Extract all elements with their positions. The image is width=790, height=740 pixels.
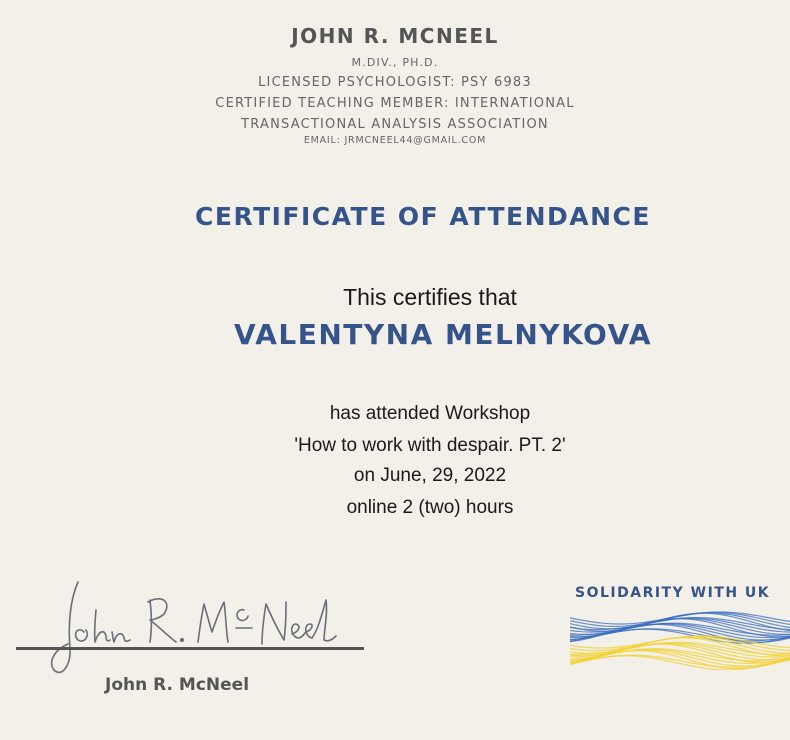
workshop-duration: online 2 (two) hours [346,497,514,518]
certificate-title: CERTIFICATE OF ATTENDANCE [195,202,651,231]
issuer-name: JOHN R. MCNEEL [291,24,499,48]
workshop-title: 'How to work with despair. PT. 2' [294,435,566,456]
issuer-degrees: M.DIV., PH.D. [351,56,439,69]
ukraine-wave-icon [570,608,790,670]
issuer-license: LICENSED PSYCHOLOGIST: PSY 6983 [258,75,532,90]
attended-text: has attended Workshop [329,403,531,424]
solidarity-badge-text: SOLIDARITY WITH UK [575,585,771,601]
recipient-name: VALENTYNA MELNYKOVA [233,318,653,351]
signer-name: John R. McNeel [105,675,250,695]
issuer-membership-line2: TRANSACTIONAL ANALYSIS ASSOCIATION [241,117,549,132]
issuer-membership-line1: CERTIFIED TEACHING MEMBER: INTERNATIONAL [215,96,575,111]
certifies-text: This certifies that [343,284,517,310]
workshop-date: on June, 29, 2022 [353,465,507,486]
signature-image [40,570,340,680]
signature-line [16,647,364,650]
issuer-email: EMAIL: JRMCNEEL44@GMAIL.COM [303,135,487,146]
